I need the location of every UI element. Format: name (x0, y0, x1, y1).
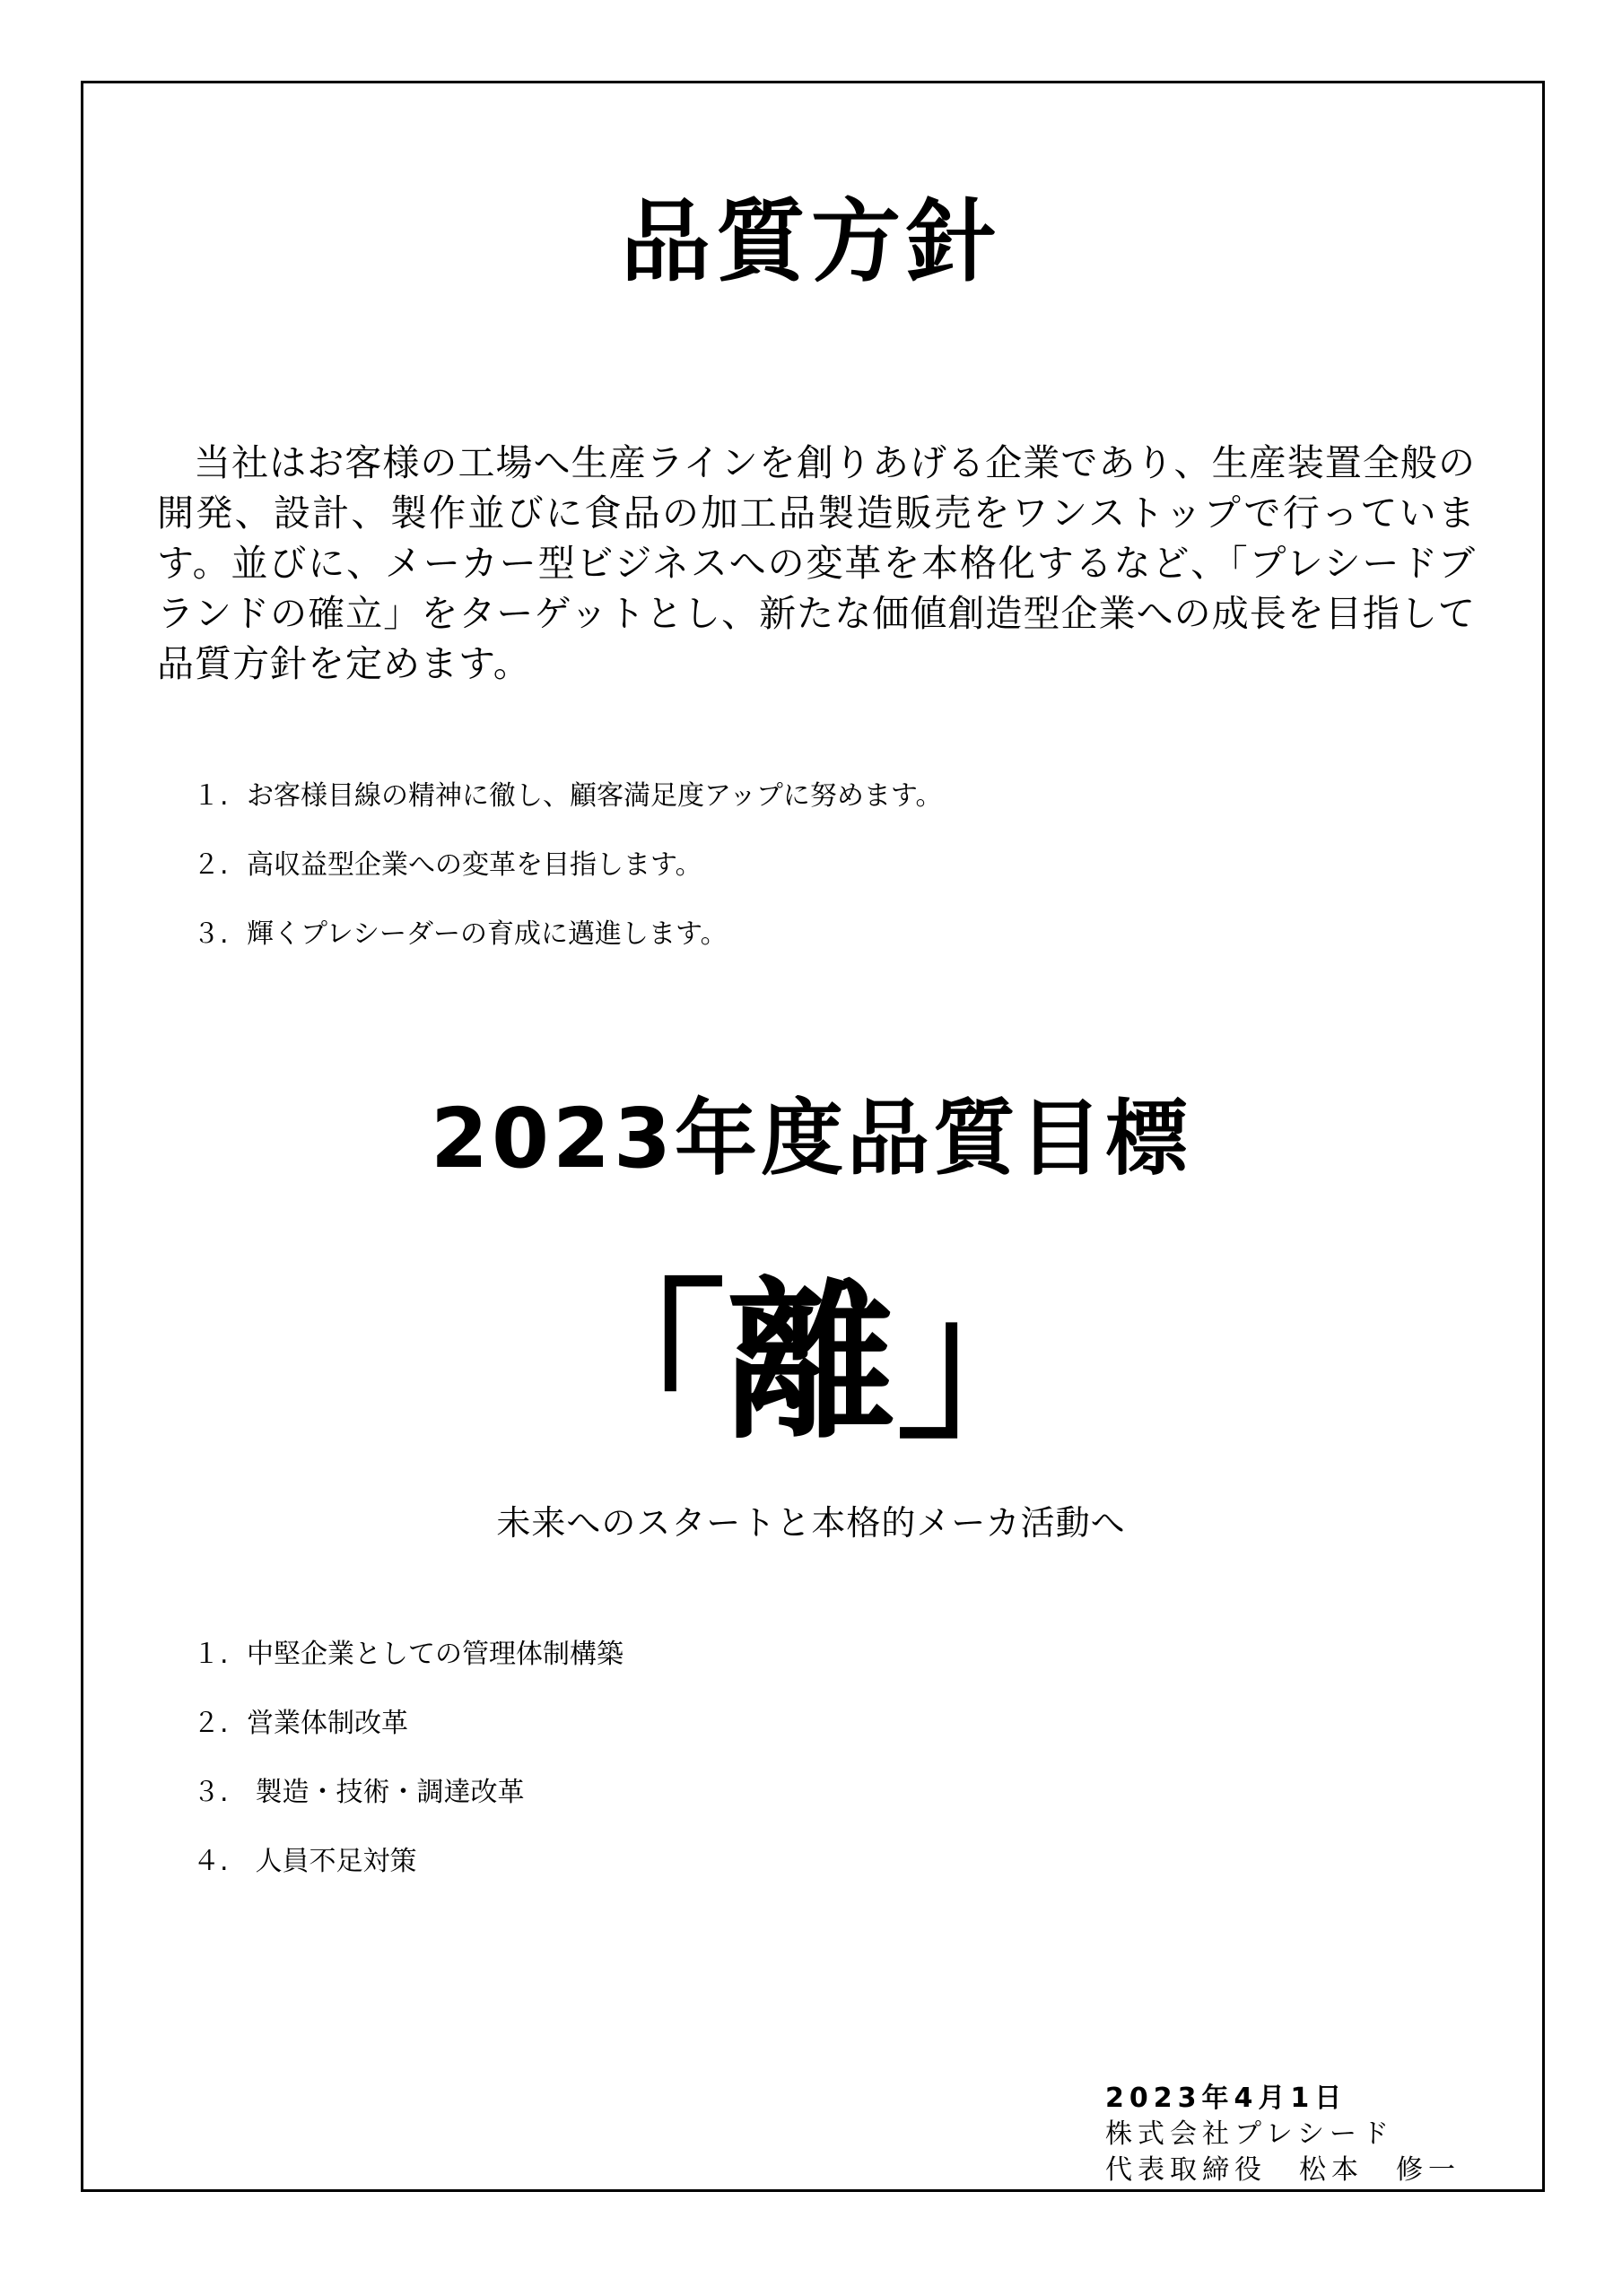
page-title: 品質方針 (621, 189, 1001, 294)
slogan-subtitle: 未来へのスタートと本格的メーカ活動へ (496, 1503, 1126, 1543)
list-item-text: お客様目線の精神に徹し、顧客満足度アップに努めます。 (247, 780, 943, 812)
list-item-text: 人員不足対策 (247, 1846, 417, 1877)
slogan: 「離」 (554, 1264, 1067, 1462)
list-item (193, 917, 943, 986)
policy-list (193, 778, 943, 986)
list-item (193, 778, 943, 848)
list-item-number: ２. (193, 849, 229, 881)
list-item-number: ３. (193, 1777, 229, 1808)
list-item (193, 1844, 624, 1913)
list-item-number: ４. (193, 1846, 229, 1877)
list-item (193, 1775, 624, 1844)
list-item-text: 中堅企業としての管理体制構築 (247, 1639, 624, 1670)
signature-company: 株式会社プレシード (1105, 2118, 1395, 2150)
list-item (193, 1706, 624, 1775)
list-item-text: 輝くプレシーダーの育成に邁進します。 (247, 918, 728, 950)
signature-representative: 代表取締役 松本 修一 (1105, 2154, 1461, 2186)
list-item (193, 848, 943, 917)
list-item (193, 1637, 624, 1706)
list-item-number: １. (193, 780, 229, 812)
list-item-number: １. (193, 1639, 229, 1670)
intro-paragraph: 当社はお客様の工場へ生産ラインを創りあげる企業であり、生産装置全般の開発、設計、製作並びに食品の加工品製造販売をワンストップで行っています。並びに、メーカー型ビジネスへの変革を本格化するなど、「プレシードブランドの確立」をターゲットとし、新たな価値創造型企業への成長を目指して品質方針を定めます。 (157, 441, 1476, 685)
list-item-number: ２. (193, 1708, 229, 1739)
list-item-text: 高収益型企業への変革を目指します。 (247, 849, 702, 881)
list-item-text: 製造・技術・調達改革 (247, 1777, 525, 1808)
signature-block (1105, 2081, 1461, 2188)
goals-list (193, 1637, 624, 1913)
list-item-text: 営業体制改革 (247, 1708, 408, 1739)
goals-title: 2023年度品質目標 (430, 1091, 1192, 1187)
signature-date: 2023年4月1日 (1105, 2083, 1347, 2114)
list-item-number: ３. (193, 918, 229, 950)
